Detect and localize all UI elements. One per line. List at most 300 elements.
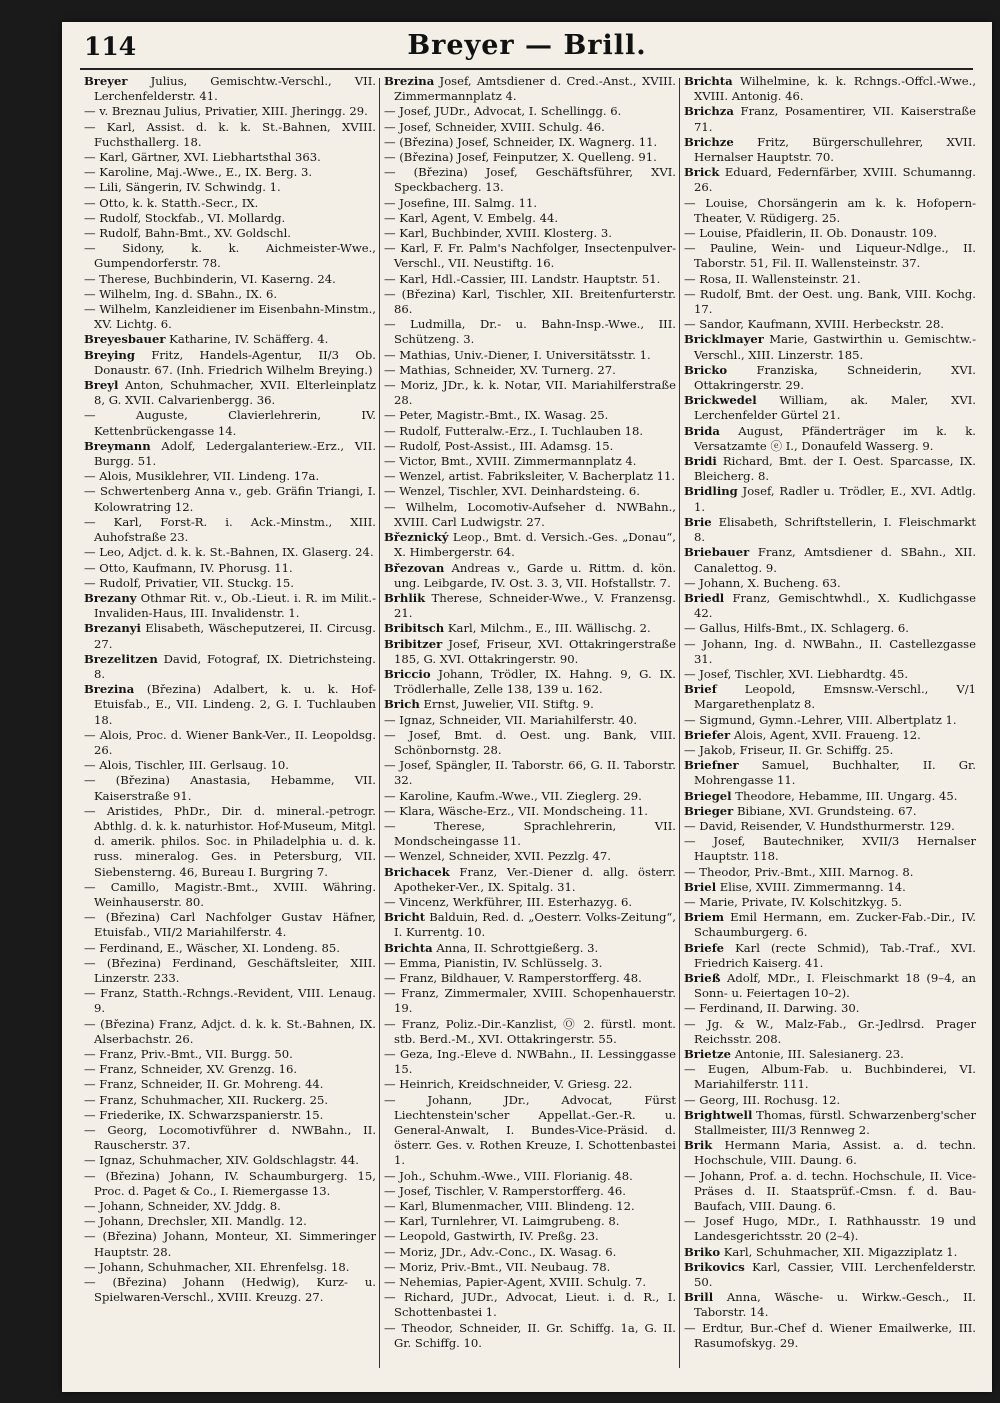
directory-entry xyxy=(84,180,376,195)
directory-entry xyxy=(384,454,676,469)
entry-text: Adolf, Ledergalanteriew.-Erz., VII. Burgg. 51. xyxy=(94,438,376,469)
entry-text: — Johann, Schneider, XV. Jddg. 8. xyxy=(84,1199,281,1214)
entry-text: Josef, Amtsdiener d. Cred.-Anst., XVIII. Zimmermannplatz 4. xyxy=(394,74,676,104)
directory-entry xyxy=(384,1047,676,1077)
directory-entry xyxy=(384,317,676,347)
directory-entry xyxy=(684,363,976,393)
entry-text: — Johann, Schuhmacher, XII. Ehrenfelsg. 18. xyxy=(84,1259,350,1274)
directory-entry xyxy=(384,272,676,287)
directory-entry xyxy=(384,135,676,150)
entry-headword: Brezina xyxy=(84,682,135,697)
entry-headword: Brhlik xyxy=(384,590,426,605)
entry-text: — Josef, Schneider, XVIII. Schulg. 46. xyxy=(384,119,605,134)
directory-entry xyxy=(684,576,976,591)
directory-entry xyxy=(84,484,376,514)
entry-text: Wilhelmine, k. k. Rchngs.-Offcl.-Wwe., XVIII. Antonig. 46. xyxy=(694,74,976,104)
entry-text: Josef, Radler u. Trödler, E., XVI. Adtlg. 1. xyxy=(694,484,976,514)
entry-text: Leopold, Emsnsw.-Verschl., V/1 Margarethenplatz 8. xyxy=(694,682,976,712)
entry-text: — Leo, Adjct. d. k. k. St.-Bahnen, IX. Glaserg. 24. xyxy=(84,545,374,560)
directory-entry xyxy=(84,348,376,378)
directory-entry xyxy=(384,561,676,591)
directory-entry xyxy=(84,1229,376,1259)
entry-text: — (Březina) Karl, Tischler, XII. Breitenfurterstr. 86. xyxy=(384,286,676,317)
directory-entry xyxy=(384,1017,676,1047)
entry-text: — Josef, Tischler, XVI. Liebhardtg. 45. xyxy=(684,666,909,681)
directory-entry xyxy=(684,484,976,514)
entry-text: — Wilhelm, Kanzleidiener im Eisenbahn-Minstm., XV. Lichtg. 6. xyxy=(84,302,376,332)
directory-entry xyxy=(84,469,376,484)
directory-entry xyxy=(384,1184,676,1199)
entry-headword: Breying xyxy=(84,347,135,362)
entry-headword: Brikovics xyxy=(684,1259,745,1274)
directory-entry xyxy=(384,120,676,135)
entry-text: — (Březina) Johann (Hedwig), Kurz- u. Spielwaren-Verschl., XVIII. Kreuzg. 27. xyxy=(84,1275,376,1305)
entry-text: — Franz, Statth.-Rchngs.-Revident, VIII. Lenaug. 9. xyxy=(84,986,376,1016)
entry-text: Eduard, Federnfärber, XVIII. Schumanng. 26. xyxy=(694,165,976,195)
directory-entry xyxy=(384,1077,676,1092)
entry-text: — Karoline, Maj.-Wwe., E., IX. Berg. 3. xyxy=(84,165,313,180)
directory-entry xyxy=(84,804,376,880)
directory-entry xyxy=(84,272,376,287)
entry-text: Leop., Bmt. d. Versich.-Ges. „Donau“, X. Himbergerstr. 64. xyxy=(394,530,676,560)
entry-text: Johann, Trödler, IX. Hahng. 9, G. IX. Trödlerhalle, Zelle 138, 139 u. 162. xyxy=(394,666,676,697)
entry-text: — Karl, Buchbinder, XVIII. Klosterg. 3. xyxy=(384,226,612,241)
directory-entry xyxy=(384,758,676,788)
directory-entry xyxy=(684,971,976,1001)
entry-text: — Sidony, k. k. Aichmeister-Wwe., Gumpendorferstr. 78. xyxy=(84,241,376,271)
entry-text: — Sandor, Kaufmann, XVIII. Herbeckstr. 28. xyxy=(684,317,944,332)
directory-entry xyxy=(684,74,976,104)
directory-entry xyxy=(384,1199,676,1214)
directory-entry xyxy=(84,515,376,545)
entry-headword: Bribitsch xyxy=(384,621,445,636)
directory-entry xyxy=(384,530,676,560)
entry-text: — Franz, Schneider, II. Gr. Mohreng. 44. xyxy=(84,1077,324,1092)
entry-text: Alois, Agent, XVII. Fraueng. 12. xyxy=(730,727,921,742)
entry-text: — Franz, Bildhauer, V. Ramperstorfferg. 48. xyxy=(384,970,642,985)
entry-text: — Moriz, JDr., Adv.-Conc., IX. Wasag. 6. xyxy=(384,1244,617,1259)
entry-text: Franz, Posamentirer, VII. Kaiserstraße 71. xyxy=(694,104,976,134)
directory-entry xyxy=(84,1214,376,1229)
entry-text: Elisabeth, Schriftstellerin, I. Fleischmarkt 8. xyxy=(694,514,976,545)
directory-entry xyxy=(84,576,376,591)
entry-headword: Brick xyxy=(684,165,720,180)
directory-entry xyxy=(84,226,376,241)
directory-entry xyxy=(384,1290,676,1320)
entry-text: Adolf, MDr., I. Fleischmarkt 18 (9–4, an Sonn- u. Feiertagen 10–2). xyxy=(694,970,976,1001)
entry-text: — Franz, Schuhmacher, XII. Ruckerg. 25. xyxy=(84,1092,329,1107)
directory-entry xyxy=(84,941,376,956)
entry-headword: Breyer xyxy=(84,74,128,88)
entry-text: Andreas v., Garde u. Rittm. d. kön. ung. Leibgarde, IV. Ost. 3. 3, VII. Hofstallstr. 7. xyxy=(394,560,676,590)
directory-entry xyxy=(684,667,976,682)
directory-entry xyxy=(684,637,976,667)
entry-text: — (Březina) Josef, Feinputzer, X. Quelleng. 91. xyxy=(384,150,657,165)
entry-text: — Josef, Bmt. d. Oest. ung. Bank, VIII. Schönbornstg. 28. xyxy=(384,727,676,757)
entry-text: — (Březina) Johann, Monteur, XI. Simmeringer Hauptstr. 28. xyxy=(84,1229,376,1259)
entry-text: Antonie, III. Salesianerg. 23. xyxy=(731,1047,904,1061)
directory-entry xyxy=(684,104,976,134)
entry-text: — Karl, Gärtner, XVI. Liebhartsthal 363. xyxy=(84,150,321,165)
entry-text: — Johann, Prof. a. d. techn. Hochschule, II. Vice-Präses d. II. Staatsprüf.-Cmsn. f. d. Bau-Baufach, VIII. Daung. 6. xyxy=(684,1168,976,1214)
entry-headword: Briebauer xyxy=(684,545,750,560)
entry-text: Fritz, Bürgerschullehrer, XVII. Hernalser Hauptstr. 70. xyxy=(694,134,976,165)
entry-text: — Pauline, Wein- und Liqueur-Ndlge., II. Taborstr. 51, Fil. II. Wallensteinstr. 37. xyxy=(684,241,976,271)
entry-text: — Klara, Wäsche-Erz., VII. Mondscheing. 11. xyxy=(384,803,648,818)
directory-entry xyxy=(384,895,676,910)
directory-entry xyxy=(684,226,976,241)
entry-text: — Jakob, Friseur, II. Gr. Schiffg. 25. xyxy=(684,742,894,757)
directory-entry xyxy=(384,196,676,211)
entry-text: — Victor, Bmt., XVIII. Zimmermannplatz 4. xyxy=(384,454,637,469)
entry-text: — Peter, Magistr.-Bmt., IX. Wasag. 25. xyxy=(384,408,609,423)
entry-text: — Lili, Sängerin, IV. Schwindg. 1. xyxy=(84,180,281,195)
directory-entry xyxy=(384,941,676,956)
directory-entry xyxy=(84,196,376,211)
directory-entry xyxy=(384,667,676,697)
entry-headword: Brichta xyxy=(384,940,433,955)
entry-text: — Moriz, Priv.-Bmt., VII. Neubaug. 78. xyxy=(384,1259,611,1274)
entry-text: — Heinrich, Kreidschneider, V. Griesg. 22. xyxy=(384,1077,633,1092)
entry-text: — Ignaz, Schuhmacher, XIV. Goldschlagstr. 44. xyxy=(84,1153,359,1168)
directory-entry xyxy=(684,1169,976,1215)
entry-text: — Sigmund, Gymn.-Lehrer, VIII. Albertplatz 1. xyxy=(684,712,957,727)
entry-text: — Josef, JUDr., Advocat, I. Schellingg. 6. xyxy=(384,104,622,119)
directory-entry xyxy=(84,332,376,347)
entry-text: — Alois, Tischler, III. Gerlsaug. 10. xyxy=(84,758,289,773)
entry-text: — Wilhelm, Locomotiv-Aufseher d. NWBahn., XVIII. Carl Ludwigstr. 27. xyxy=(384,499,676,529)
directory-entry xyxy=(684,393,976,423)
entry-text: — Jg. & W., Malz-Fab., Gr.-Jedlrsd. Prager Reichsstr. 208. xyxy=(684,1016,976,1046)
directory-entry xyxy=(384,150,676,165)
entry-headword: Březnický xyxy=(384,530,449,545)
entry-headword: Briefe xyxy=(684,940,725,955)
directory-entry xyxy=(384,956,676,971)
entry-text: Josef, Friseur, XVI. Ottakringerstraße 185, G. XVI. Ottakringerstr. 90. xyxy=(394,636,676,666)
entry-text: — Karl, Hdl.-Cassier, III. Landstr. Hauptstr. 51. xyxy=(384,271,661,286)
page-number: 114 xyxy=(84,32,137,61)
entry-text: — Vincenz, Werkführer, III. Esterhazyg. 6. xyxy=(384,894,633,909)
directory-entry xyxy=(384,713,676,728)
entry-headword: Bribitzer xyxy=(384,636,443,651)
directory-entry xyxy=(384,378,676,408)
entry-text: Anton, Schuhmacher, XVII. Elterleinplatz 8, G. XVII. Calvarienbergg. 36. xyxy=(94,378,376,408)
directory-entry xyxy=(84,211,376,226)
entry-text: — Karl, Assist. d. k. k. St.-Bahnen, XVIII. Fuchsthallerg. 18. xyxy=(84,119,376,149)
directory-entry xyxy=(384,804,676,819)
entry-text: Elisabeth, Wäscheputzerei, II. Circusg. 27. xyxy=(94,621,376,651)
entry-headword: Brill xyxy=(684,1290,714,1305)
entry-text: — Karoline, Kaufm.-Wwe., VII. Zieglerg. 29. xyxy=(384,788,642,803)
directory-entry xyxy=(384,287,676,317)
entry-text: Richard, Bmt. der I. Oest. Sparcasse, IX. Bleicherg. 8. xyxy=(694,454,976,484)
directory-entry xyxy=(684,1138,976,1168)
entry-text: Emil Hermann, em. Zucker-Fab.-Dir., IV. Schaumburgerg. 6. xyxy=(694,910,976,940)
directory-entry xyxy=(84,1169,376,1199)
directory-entry xyxy=(384,104,676,119)
directory-entry xyxy=(384,1245,676,1260)
entry-text: — Johann, Ing. d. NWBahn., II. Castellezgasse 31. xyxy=(684,636,976,666)
entry-text: — Karl, Forst-R. i. Ack.-Minstm., XIII. Auhofstraße 23. xyxy=(84,514,376,545)
entry-text: Karl, Schuhmacher, XII. Migazziplatz 1. xyxy=(720,1244,958,1259)
entry-text: Karl, Milchm., E., III. Wällischg. 2. xyxy=(444,621,651,636)
directory-entry xyxy=(84,545,376,560)
directory-entry xyxy=(84,758,376,773)
entry-text: — Rudolf, Bahn-Bmt., XV. Goldschl. xyxy=(84,226,291,241)
directory-entry xyxy=(684,135,976,165)
directory-entry xyxy=(84,1062,376,1077)
entry-text: — Josef, Tischler, V. Ramperstorfferg. 46. xyxy=(384,1183,626,1198)
directory-entry xyxy=(84,1153,376,1168)
directory-entry xyxy=(684,196,976,226)
directory-entry xyxy=(84,302,376,332)
entry-text: — David, Reisender, V. Hundsthurmerstr. 129. xyxy=(684,818,955,833)
entry-text: Elise, XVIII. Zimmermanng. 14. xyxy=(716,879,906,894)
directory-entry xyxy=(84,910,376,940)
entry-text: — Ignaz, Schneider, VII. Mariahilferstr. 40. xyxy=(384,712,638,727)
directory-entry xyxy=(384,637,676,667)
entry-headword: Brezina xyxy=(384,74,435,88)
entry-text: William, ak. Maler, XVI. Lerchenfelder Gürtel 21. xyxy=(694,393,976,423)
directory-entry xyxy=(84,120,376,150)
directory-entry xyxy=(84,956,376,986)
directory-entry xyxy=(384,1275,676,1290)
entry-headword: Březovan xyxy=(384,560,445,575)
directory-entry xyxy=(684,1321,976,1351)
entry-text: — Friederike, IX. Schwarzspanierstr. 15. xyxy=(84,1107,324,1122)
directory-entry xyxy=(684,241,976,271)
directory-entry xyxy=(684,804,976,819)
directory-entry xyxy=(684,1017,976,1047)
entry-text: — Franz, Poliz.-Dir.-Kanzlist, Ⓞ 2. fürstl. mont. stb. Berd.-M., XVI. Ottakringerstr. 55. xyxy=(384,1016,676,1046)
entry-text: — Ferdinand, II. Darwing. 30. xyxy=(684,1001,860,1016)
entry-text: — Josef, Spängler, II. Taborstr. 66, G. II. Taborstr. 32. xyxy=(384,758,676,788)
column-left xyxy=(84,74,376,1374)
entry-headword: Briel xyxy=(684,879,717,894)
entry-text: — Alois, Proc. d. Wiener Bank-Ver., II. Leopoldsg. 26. xyxy=(84,727,376,757)
directory-entry xyxy=(384,408,676,423)
directory-entry xyxy=(84,74,376,104)
directory-entry xyxy=(684,1260,976,1290)
directory-entry xyxy=(384,789,676,804)
directory-entry xyxy=(84,1199,376,1214)
entry-headword: Breyesbauer xyxy=(84,332,166,347)
entry-headword: Brezany xyxy=(84,590,137,605)
entry-text: — Karl, Agent, V. Embelg. 44. xyxy=(384,210,559,225)
entry-text: — Therese, Sprachlehrerin, VII. Mondscheingasse 11. xyxy=(384,818,676,849)
entry-text: — Rosa, II. Wallensteinstr. 21. xyxy=(684,271,861,286)
entry-text: — Rudolf, Privatier, VII. Stuckg. 15. xyxy=(84,575,294,590)
directory-entry xyxy=(384,865,676,895)
entry-text: — Therese, Buchbinderin, VI. Kaserng. 24. xyxy=(84,271,336,286)
column-divider xyxy=(379,78,380,1368)
entry-text: — Alois, Musiklehrer, VII. Lindeng. 17a. xyxy=(84,469,320,484)
directory-entry xyxy=(684,1290,976,1320)
entry-text: David, Fotograf, IX. Dietrichsteing. 8. xyxy=(94,651,376,681)
entry-text: — Wenzel, Schneider, XVII. Pezzlg. 47. xyxy=(384,849,611,864)
entry-text: — (Březina) Josef, Geschäftsführer, XVI. Speckbacherg. 13. xyxy=(384,165,676,195)
entry-text: — (Březina) Anastasia, Hebamme, VII. Kaiserstraße 91. xyxy=(84,773,376,803)
directory-entry xyxy=(684,880,976,895)
directory-entry xyxy=(684,1001,976,1016)
entry-headword: Briem xyxy=(684,910,724,925)
directory-entry xyxy=(384,500,676,530)
entry-headword: Bricht xyxy=(384,910,426,925)
entry-headword: Brezelitzen xyxy=(84,651,158,666)
entry-text: — Georg, Locomotivführer d. NWBahn., II. Rauscherstr. 37. xyxy=(84,1123,376,1153)
entry-text: — Auguste, Clavierlehrerin, IV. Kettenbrückengasse 14. xyxy=(84,408,376,438)
directory-entry xyxy=(84,439,376,469)
entry-headword: Breymann xyxy=(84,438,151,453)
directory-entry xyxy=(384,1169,676,1184)
entry-text: Balduin, Red. d. „Oesterr. Volks-Zeitung“, I. Kurrentg. 10. xyxy=(394,910,676,940)
entry-headword: Brickwedel xyxy=(684,393,757,408)
entry-text: — Camillo, Magistr.-Bmt., XVIII. Währing. Weinhauserstr. 80. xyxy=(84,879,376,909)
directory-entry xyxy=(84,150,376,165)
entry-text: Anna, II. Schrottgießerg. 3. xyxy=(432,940,599,955)
entry-headword: Brieger xyxy=(684,803,734,818)
entry-text: — Johann, X. Bucheng. 63. xyxy=(684,575,841,590)
entry-text: — Wenzel, Tischler, XVI. Deinhardsteing. 6. xyxy=(384,484,640,499)
directory-entry xyxy=(84,1077,376,1092)
directory-entry xyxy=(384,424,676,439)
directory-entry xyxy=(684,728,976,743)
directory-entry xyxy=(384,1229,676,1244)
entry-headword: Brichza xyxy=(684,104,734,119)
entry-text: Thomas, fürstl. Schwarzenberg'scher Stallmeister, III/3 Rennweg 2. xyxy=(694,1107,976,1138)
column-divider xyxy=(679,78,680,1368)
entry-headword: Bricko xyxy=(684,362,728,377)
directory-entry xyxy=(684,819,976,834)
entry-text: Samuel, Buchhalter, II. Gr. Mohrengasse 11. xyxy=(694,758,976,788)
column-middle xyxy=(384,74,676,1374)
entry-text: — Nehemias, Papier-Agent, XVIII. Schulg. 7. xyxy=(384,1275,647,1290)
directory-entry xyxy=(684,743,976,758)
directory-entry xyxy=(84,986,376,1016)
entry-text: — Josefine, III. Salmg. 11. xyxy=(384,195,538,210)
entry-headword: Brichze xyxy=(684,134,734,149)
directory-entry xyxy=(84,1275,376,1305)
entry-headword: Briefner xyxy=(684,758,739,773)
entry-text: — (Březina) Carl Nachfolger Gustav Häfner, Etuisfab., VII/2 Mariahilferstr. 4. xyxy=(84,910,376,940)
header-rule xyxy=(80,68,973,70)
entry-text: — v. Breznau Julius, Privatier, XIII. Jheringg. 29. xyxy=(84,104,368,119)
entry-headword: Brief xyxy=(684,682,717,697)
entry-text: — Otto, k. k. Statth.-Secr., IX. xyxy=(84,195,259,210)
entry-text: — Karl, Blumenmacher, VIII. Blindeng. 12. xyxy=(384,1199,635,1214)
directory-entry xyxy=(84,378,376,408)
directory-entry xyxy=(684,865,976,880)
entry-text: Therese, Schneider-Wwe., V. Franzensg. 21. xyxy=(394,590,676,621)
entry-text: — Aristides, PhDr., Dir. d. mineral.-petrogr. Abthlg. d. k. k. naturhistor. Hof-Museum, Mitgl. d. amerik. philos. Soc. in Philadelphia u. d. k. russ. mineralog. Ges. in Petersburg, VII. Siebensterng. 46, Bureau I. Burgring 7. xyxy=(84,803,376,879)
entry-text: — Leopold, Gastwirth, IV. Preßg. 23. xyxy=(384,1229,599,1244)
entry-text: — (Březina) Josef, Schneider, IX. Wagnerg. 11. xyxy=(384,134,658,149)
entry-headword: Bricklmayer xyxy=(684,332,764,347)
entry-text: — Theodor, Priv.-Bmt., XIII. Marnog. 8. xyxy=(684,864,914,879)
entry-headword: Briko xyxy=(684,1244,721,1259)
directory-entry xyxy=(384,484,676,499)
directory-entry xyxy=(84,728,376,758)
directory-entry xyxy=(684,515,976,545)
entry-headword: Brichta xyxy=(684,74,733,88)
entry-text: — Josef Hugo, MDr., I. Rathhausstr. 19 und Landesgerichtsstr. 20 (2–4). xyxy=(684,1214,976,1244)
directory-entry xyxy=(684,713,976,728)
entry-text: Othmar Rit. v., Ob.-Lieut. i. R. im Milit.-Invaliden-Haus, III. Invalidenstr. 1. xyxy=(94,590,376,621)
entry-text: — Gallus, Hilfs-Bmt., IX. Schlagerg. 6. xyxy=(684,621,909,636)
directory-entry xyxy=(684,621,976,636)
entry-headword: Brichacek xyxy=(384,864,450,879)
entry-text: — Theodor, Schneider, II. Gr. Schiffg. 1a, G. II. Gr. Schiffg. 10. xyxy=(384,1320,676,1350)
directory-entry xyxy=(684,941,976,971)
entry-text: — Marie, Private, IV. Kolschitzkyg. 5. xyxy=(684,894,903,909)
entry-text: — Moriz, JDr., k. k. Notar, VII. Mariahilferstraße 28. xyxy=(384,378,676,408)
entry-text: — Mathias, Schneider, XV. Turnerg. 27. xyxy=(384,362,616,377)
entry-text: — Wenzel, artist. Fabriksleiter, V. Bacherplatz 11. xyxy=(384,469,676,484)
entry-text: Fritz, Handels-Agentur, II/3 Ob. Donaustr. 67. (Inh. Friedrich Wilhelm Breying.) xyxy=(94,347,376,377)
entry-headword: Briefer xyxy=(684,727,731,742)
directory-entry xyxy=(84,773,376,803)
directory-entry xyxy=(384,621,676,636)
directory-entry xyxy=(384,697,676,712)
directory-entry xyxy=(84,1123,376,1153)
directory-entry xyxy=(684,1093,976,1108)
entry-text: Julius, Gemischtw.-Verschl., VII. Lerchenfelderstr. 41. xyxy=(94,74,376,104)
directory-page xyxy=(62,22,992,1392)
directory-entry xyxy=(384,348,676,363)
directory-entry xyxy=(684,287,976,317)
directory-entry xyxy=(684,1245,976,1260)
entry-text: — Louise, Chorsängerin am k. k. Hofopern-Theater, V. Rüdigerg. 25. xyxy=(684,195,976,225)
entry-text: Karl, Cassier, VIII. Lerchenfelderstr. 50. xyxy=(694,1259,976,1290)
directory-entry xyxy=(684,895,976,910)
entry-text: — Geza, Ing.-Eleve d. NWBahn., II. Lessinggasse 15. xyxy=(384,1047,676,1077)
directory-entry xyxy=(384,241,676,271)
directory-entry xyxy=(84,880,376,910)
entry-text: — (Březina) Ferdinand, Geschäftsleiter, XIII. Linzerstr. 233. xyxy=(84,955,376,985)
directory-entry xyxy=(84,682,376,728)
directory-entry xyxy=(684,758,976,788)
entry-headword: Breyl xyxy=(84,378,119,393)
entry-text: — Otto, Kaufmann, IV. Phorusg. 11. xyxy=(84,560,293,575)
directory-entry xyxy=(684,1062,976,1092)
entry-text: Bibiane, XVI. Grundsteing. 67. xyxy=(733,803,917,818)
entry-text: — Richard, JUDr., Advocat, Lieut. i. d. R., I. Schottenbastei 1. xyxy=(384,1290,676,1320)
directory-entry xyxy=(84,104,376,119)
directory-entry xyxy=(84,621,376,651)
entry-text: (Březina) Adalbert, k. u. k. Hof-Etuisfab., E., VII. Lindeng. 2, G. I. Tuchlauben 18. xyxy=(94,682,376,727)
entry-text: Anna, Wäsche- u. Wirkw.-Gesch., II. Taborstr. 14. xyxy=(694,1290,976,1320)
directory-entry xyxy=(84,1017,376,1047)
directory-entry xyxy=(684,272,976,287)
directory-entry xyxy=(684,332,976,362)
entry-headword: Brik xyxy=(684,1138,713,1153)
directory-entry xyxy=(84,652,376,682)
entry-text: Marie, Gastwirthin u. Gemischtw.-Verschl., XIII. Linzerstr. 185. xyxy=(694,332,976,362)
entry-text: — Johann, Drechsler, XII. Mandlg. 12. xyxy=(84,1214,307,1229)
entry-headword: Briegel xyxy=(684,788,732,803)
directory-entry xyxy=(84,1260,376,1275)
directory-entry xyxy=(684,682,976,712)
directory-entry xyxy=(384,1321,676,1351)
entry-text: Theodore, Hebamme, III. Ungarg. 45. xyxy=(731,788,958,803)
page-header xyxy=(62,22,992,80)
entry-text: Franz, Gemischtwhdl., X. Kudlichgasse 42. xyxy=(694,590,976,621)
directory-entry xyxy=(384,226,676,241)
directory-entry xyxy=(384,728,676,758)
entry-headword: Brieß xyxy=(684,970,721,985)
directory-entry xyxy=(84,241,376,271)
entry-text: — Rudolf, Futteralw.-Erz., I. Tuchlauben 18. xyxy=(384,423,644,438)
